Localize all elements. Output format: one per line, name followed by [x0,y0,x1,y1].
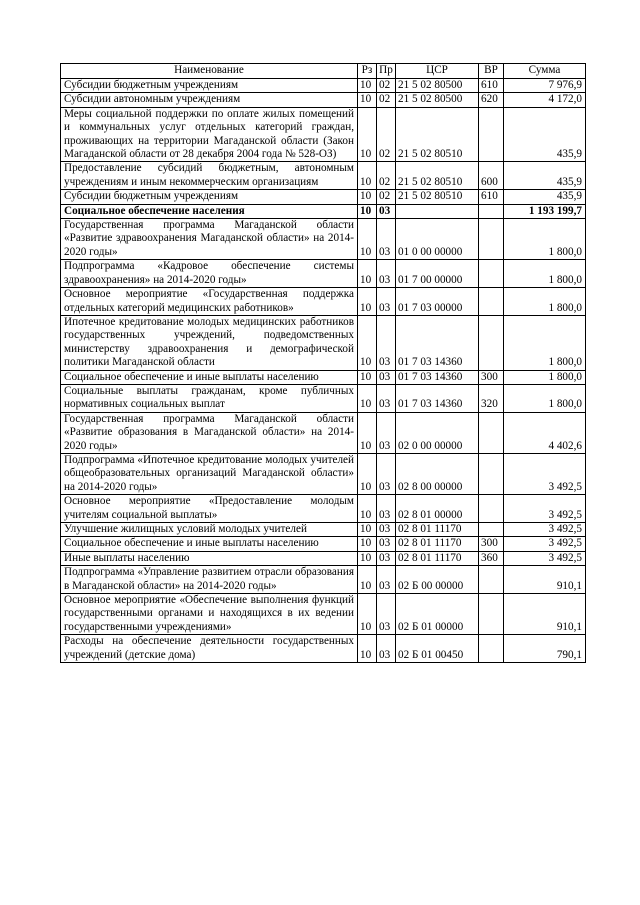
cell-csr: 01 7 03 14360 [396,370,479,384]
cell-vr [479,107,504,162]
cell-vr: 600 [479,162,504,190]
cell-pr: 03 [377,288,396,316]
cell-sum: 435,9 [504,107,586,162]
cell-name: Основное мероприятие «Обеспечение выполнения функций государственными органами и находящихся в их ведении государственными учреждениями» [61,594,358,635]
cell-vr [479,566,504,594]
cell-name: Иные выплаты населению [61,551,358,565]
cell-vr: 320 [479,384,504,412]
cell-sum: 7 976,9 [504,79,586,93]
cell-vr: 610 [479,190,504,204]
table-row [61,412,586,453]
table-row [61,453,586,494]
cell-sum: 3 492,5 [504,537,586,551]
cell-sum: 1 800,0 [504,384,586,412]
cell-rz: 10 [358,162,377,190]
cell-vr [479,594,504,635]
cell-vr [479,523,504,537]
cell-sum: 1 800,0 [504,260,586,288]
cell-csr: 02 Б 01 00450 [396,635,479,663]
cell-pr: 02 [377,107,396,162]
cell-vr [479,288,504,316]
table-row [61,495,586,523]
table-row [61,551,586,565]
header-vr: ВР [479,64,504,79]
cell-csr: 21 5 02 80510 [396,107,479,162]
cell-csr: 01 7 00 00000 [396,260,479,288]
cell-rz: 10 [358,219,377,260]
table-row [61,219,586,260]
cell-name: Ипотечное кредитование молодых медицинских работников государственных учреждений, подведомственных министерству здравоохранения и демографической политики Магаданской области [61,315,358,370]
cell-csr: 21 5 02 80510 [396,190,479,204]
cell-rz: 10 [358,107,377,162]
table-body [61,79,586,663]
cell-pr: 03 [377,594,396,635]
cell-rz: 10 [358,93,377,107]
cell-rz: 10 [358,204,377,218]
cell-rz: 10 [358,384,377,412]
cell-pr: 03 [377,204,396,218]
cell-pr: 03 [377,495,396,523]
cell-vr [479,315,504,370]
cell-csr: 02 Б 01 00000 [396,594,479,635]
cell-vr: 620 [479,93,504,107]
cell-pr: 03 [377,260,396,288]
cell-rz: 10 [358,635,377,663]
cell-pr: 03 [377,453,396,494]
cell-rz: 10 [358,566,377,594]
cell-csr: 02 0 00 00000 [396,412,479,453]
cell-rz: 10 [358,551,377,565]
cell-rz: 10 [358,495,377,523]
cell-pr: 03 [377,384,396,412]
cell-csr: 21 5 02 80500 [396,79,479,93]
header-sum: Сумма [504,64,586,79]
cell-vr [479,204,504,218]
cell-sum: 4 172,0 [504,93,586,107]
cell-sum: 3 492,5 [504,453,586,494]
cell-pr: 02 [377,79,396,93]
header-csr: ЦСР [396,64,479,79]
cell-rz: 10 [358,594,377,635]
cell-name: Социальное обеспечение населения [61,204,358,218]
cell-name: Субсидии бюджетным учреждениям [61,79,358,93]
cell-sum: 1 800,0 [504,219,586,260]
table-row [61,523,586,537]
cell-pr: 03 [377,635,396,663]
cell-csr: 02 8 01 11170 [396,523,479,537]
cell-pr: 03 [377,523,396,537]
cell-name: Государственная программа Магаданской области «Развитие здравоохранения Магаданской области» на 2014-2020 годы» [61,219,358,260]
cell-csr: 02 Б 00 00000 [396,566,479,594]
budget-document [60,63,585,663]
budget-table [60,63,586,663]
cell-rz: 10 [358,315,377,370]
cell-sum: 1 193 199,7 [504,204,586,218]
cell-vr: 300 [479,537,504,551]
cell-csr: 02 8 00 00000 [396,453,479,494]
cell-csr: 21 5 02 80500 [396,93,479,107]
table-row [61,384,586,412]
cell-name: Основное мероприятие «Предоставление молодым учителям социальной выплаты» [61,495,358,523]
cell-rz: 10 [358,412,377,453]
cell-name: Расходы на обеспечение деятельности государственных учреждений (детские дома) [61,635,358,663]
cell-rz: 10 [358,190,377,204]
cell-vr [479,453,504,494]
cell-name: Подпрограмма «Кадровое обеспечение системы здравоохранения» на 2014-2020 годы» [61,260,358,288]
cell-sum: 435,9 [504,190,586,204]
cell-vr [479,412,504,453]
cell-csr: 01 7 03 14360 [396,384,479,412]
cell-vr: 610 [479,79,504,93]
table-row [61,635,586,663]
cell-name: Государственная программа Магаданской области «Развитие образования в Магаданской области» на 2014-2020 годы» [61,412,358,453]
table-row [61,260,586,288]
cell-csr: 02 8 01 11170 [396,537,479,551]
cell-pr: 03 [377,566,396,594]
cell-pr: 03 [377,219,396,260]
cell-csr [396,204,479,218]
table-row [61,566,586,594]
cell-vr [479,635,504,663]
cell-sum: 910,1 [504,594,586,635]
cell-name: Подпрограмма «Управление развитием отрасли образования в Магаданской области» на 2014-2020 годы» [61,566,358,594]
cell-pr: 02 [377,162,396,190]
cell-sum: 1 800,0 [504,370,586,384]
cell-rz: 10 [358,260,377,288]
header-pr: Пр [377,64,396,79]
cell-sum: 790,1 [504,635,586,663]
table-row [61,107,586,162]
cell-pr: 03 [377,315,396,370]
table-row [61,162,586,190]
cell-name: Социальные выплаты гражданам, кроме публичных нормативных социальных выплат [61,384,358,412]
cell-pr: 02 [377,190,396,204]
cell-rz: 10 [358,523,377,537]
table-header [61,64,586,79]
cell-rz: 10 [358,370,377,384]
cell-pr: 03 [377,412,396,453]
cell-sum: 3 492,5 [504,551,586,565]
cell-name: Основное мероприятие «Государственная поддержка отдельных категорий медицинских работников» [61,288,358,316]
table-row [61,315,586,370]
cell-sum: 3 492,5 [504,523,586,537]
cell-sum: 1 800,0 [504,288,586,316]
cell-name: Подпрограмма «Ипотечное кредитование молодых учителей общеобразовательных организаций Магаданской области» на 2014-2020 годы» [61,453,358,494]
cell-name: Социальное обеспечение и иные выплаты населению [61,537,358,551]
cell-csr: 01 7 03 14360 [396,315,479,370]
cell-csr: 21 5 02 80510 [396,162,479,190]
cell-pr: 03 [377,537,396,551]
cell-csr: 02 8 01 11170 [396,551,479,565]
header-rz: Рз [358,64,377,79]
cell-pr: 02 [377,93,396,107]
table-row [61,370,586,384]
table-row [61,288,586,316]
table-row [61,190,586,204]
table-row [61,537,586,551]
cell-vr: 360 [479,551,504,565]
table-row [61,594,586,635]
cell-name: Субсидии автономным учреждениям [61,93,358,107]
cell-csr: 01 7 03 00000 [396,288,479,316]
cell-pr: 03 [377,370,396,384]
cell-name: Предоставление субсидий бюджетным, автономным учреждениям и иным некоммерческим организациям [61,162,358,190]
cell-name: Социальное обеспечение и иные выплаты населению [61,370,358,384]
cell-pr: 03 [377,551,396,565]
cell-rz: 10 [358,288,377,316]
cell-vr: 300 [479,370,504,384]
cell-sum: 910,1 [504,566,586,594]
cell-csr: 01 0 00 00000 [396,219,479,260]
table-row [61,79,586,93]
cell-csr: 02 8 01 00000 [396,495,479,523]
cell-rz: 10 [358,79,377,93]
cell-rz: 10 [358,537,377,551]
cell-vr [479,495,504,523]
cell-sum: 435,9 [504,162,586,190]
cell-name: Улучшение жилищных условий молодых учителей [61,523,358,537]
table-row [61,204,586,218]
cell-vr [479,260,504,288]
cell-vr [479,219,504,260]
cell-name: Субсидии бюджетным учреждениям [61,190,358,204]
cell-sum: 3 492,5 [504,495,586,523]
table-row [61,93,586,107]
header-name: Наименование [61,64,358,79]
cell-sum: 4 402,6 [504,412,586,453]
cell-sum: 1 800,0 [504,315,586,370]
cell-name: Меры социальной поддержки по оплате жилых помещений и коммунальных услуг отдельных категорий граждан, проживающих на территории Магаданской области (Закон Магаданской области от 28 декабря 2004 года № 528-ОЗ) [61,107,358,162]
cell-rz: 10 [358,453,377,494]
